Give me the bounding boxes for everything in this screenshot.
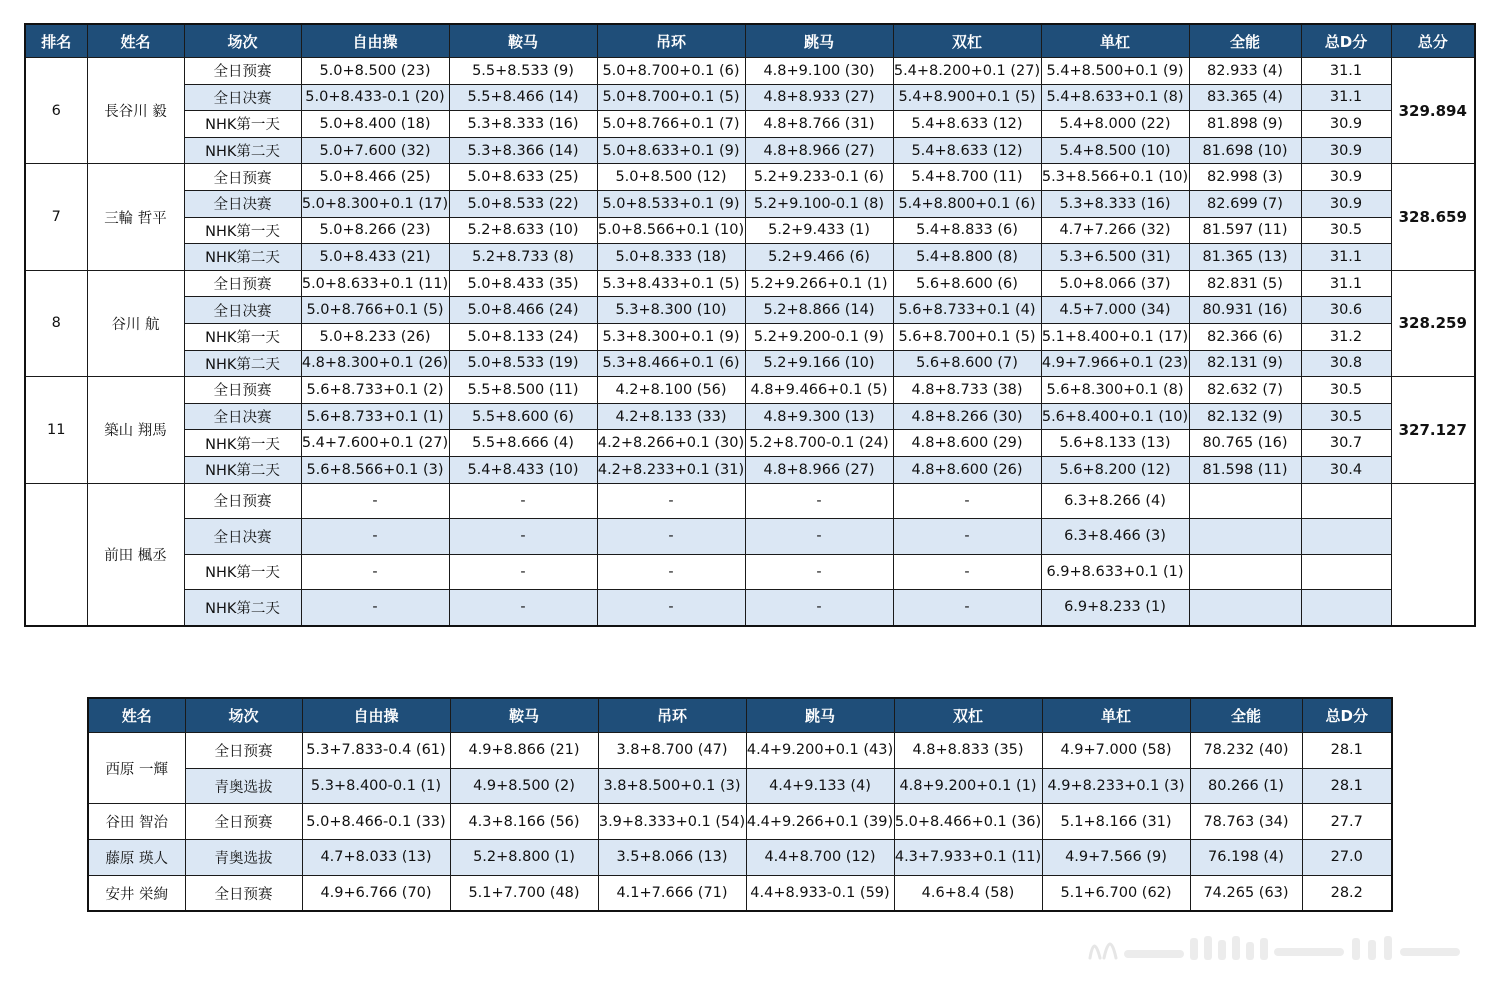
score-cell: 5.4+8.200+0.1 (27) bbox=[893, 58, 1041, 85]
score-table-secondary bbox=[87, 697, 1393, 912]
score-cell bbox=[1189, 554, 1301, 590]
session-cell: NHK第二天 bbox=[184, 350, 301, 377]
score-cell: 5.4+8.633 (12) bbox=[893, 111, 1041, 138]
score-cell: 5.5+8.500 (11) bbox=[449, 377, 597, 404]
score-cell: 82.366 (6) bbox=[1189, 323, 1301, 350]
session-cell: NHK第二天 bbox=[184, 456, 301, 483]
session-cell: 全日预赛 bbox=[185, 733, 302, 769]
score-cell: 5.2+9.166 (10) bbox=[745, 350, 893, 377]
score-cell: 81.698 (10) bbox=[1189, 137, 1301, 164]
score-cell: 27.7 bbox=[1302, 804, 1392, 840]
score-cell: - bbox=[893, 483, 1041, 519]
score-cell: 4.8+8.266 (30) bbox=[893, 403, 1041, 430]
table-row bbox=[88, 768, 1392, 804]
score-cell: 4.8+8.600 (29) bbox=[893, 430, 1041, 457]
score-cell: 5.4+8.633+0.1 (8) bbox=[1041, 84, 1189, 111]
score-cell: 5.6+8.400+0.1 (10) bbox=[1041, 403, 1189, 430]
score-cell: 4.8+9.200+0.1 (1) bbox=[894, 768, 1042, 804]
score-cell: 82.132 (9) bbox=[1189, 403, 1301, 430]
score-cell: 5.0+8.766+0.1 (5) bbox=[301, 297, 449, 324]
score-cell: - bbox=[745, 519, 893, 555]
score-cell: 4.7+7.266 (32) bbox=[1041, 217, 1189, 244]
score-cell bbox=[1189, 590, 1301, 626]
column-header: 总D分 bbox=[1302, 698, 1392, 733]
score-cell: - bbox=[449, 483, 597, 519]
session-cell: 全日预赛 bbox=[184, 377, 301, 404]
table-row bbox=[25, 217, 1475, 244]
table-row bbox=[25, 350, 1475, 377]
score-cell: 27.0 bbox=[1302, 840, 1392, 876]
score-cell: - bbox=[597, 519, 745, 555]
column-header: 全能 bbox=[1190, 698, 1302, 733]
score-cell: 5.4+8.800+0.1 (6) bbox=[893, 190, 1041, 217]
score-cell: 5.0+8.266 (23) bbox=[301, 217, 449, 244]
column-header: 总D分 bbox=[1301, 24, 1391, 58]
score-cell: 5.0+8.466-0.1 (33) bbox=[302, 804, 450, 840]
score-cell: 4.3+7.933+0.1 (11) bbox=[894, 840, 1042, 876]
session-cell: 全日预赛 bbox=[184, 164, 301, 191]
session-cell: NHK第二天 bbox=[184, 244, 301, 271]
rank-cell: 6 bbox=[25, 58, 87, 164]
score-cell: 78.232 (40) bbox=[1190, 733, 1302, 769]
score-cell: 4.4+8.700 (12) bbox=[746, 840, 894, 876]
score-cell: 5.1+7.700 (48) bbox=[450, 875, 598, 911]
score-cell: - bbox=[449, 554, 597, 590]
score-cell: 5.2+9.200-0.1 (9) bbox=[745, 323, 893, 350]
score-cell: 5.4+8.000 (22) bbox=[1041, 111, 1189, 138]
table-row bbox=[25, 456, 1475, 483]
score-cell: 4.3+8.166 (56) bbox=[450, 804, 598, 840]
score-cell: 5.3+8.466+0.1 (6) bbox=[597, 350, 745, 377]
score-cell: 5.3+8.433+0.1 (5) bbox=[597, 270, 745, 297]
table-row bbox=[25, 244, 1475, 271]
score-cell: 5.2+9.433 (1) bbox=[745, 217, 893, 244]
score-cell: - bbox=[893, 554, 1041, 590]
score-cell: 5.3+8.333 (16) bbox=[1041, 190, 1189, 217]
athlete-name: 前田 楓丞 bbox=[87, 483, 184, 626]
score-cell: 5.0+8.433 (21) bbox=[301, 244, 449, 271]
column-header: 双杠 bbox=[894, 698, 1042, 733]
score-cell: - bbox=[893, 519, 1041, 555]
session-cell: 全日决赛 bbox=[184, 403, 301, 430]
column-header: 吊环 bbox=[597, 24, 745, 58]
score-cell bbox=[1301, 590, 1391, 626]
session-cell: 全日预赛 bbox=[184, 58, 301, 85]
score-cell: 28.1 bbox=[1302, 768, 1392, 804]
score-cell: 4.9+8.500 (2) bbox=[450, 768, 598, 804]
score-cell: 5.5+8.466 (14) bbox=[449, 84, 597, 111]
score-cell: 4.8+9.300 (13) bbox=[745, 403, 893, 430]
score-cell: 4.8+8.766 (31) bbox=[745, 111, 893, 138]
score-cell: 5.2+8.700-0.1 (24) bbox=[745, 430, 893, 457]
score-cell: 83.365 (4) bbox=[1189, 84, 1301, 111]
score-cell: 5.5+8.600 (6) bbox=[449, 403, 597, 430]
column-header: 场次 bbox=[184, 24, 301, 58]
score-cell: 5.0+8.633+0.1 (9) bbox=[597, 137, 745, 164]
score-cell: 5.1+8.166 (31) bbox=[1042, 804, 1190, 840]
score-cell: 5.2+8.800 (1) bbox=[450, 840, 598, 876]
session-cell: NHK第一天 bbox=[184, 430, 301, 457]
score-cell: 5.0+8.466 (24) bbox=[449, 297, 597, 324]
score-cell: 30.9 bbox=[1301, 137, 1391, 164]
score-cell: 3.9+8.333+0.1 (54) bbox=[598, 804, 746, 840]
score-cell: - bbox=[449, 519, 597, 555]
table-row bbox=[25, 519, 1475, 555]
score-cell: 5.3+8.366 (14) bbox=[449, 137, 597, 164]
table-row bbox=[88, 875, 1392, 911]
session-cell: 全日决赛 bbox=[184, 190, 301, 217]
score-cell: 5.3+8.300 (10) bbox=[597, 297, 745, 324]
rank-cell: 11 bbox=[25, 377, 87, 483]
score-cell: 5.0+8.300+0.1 (17) bbox=[301, 190, 449, 217]
score-cell: 5.0+8.433-0.1 (20) bbox=[301, 84, 449, 111]
score-cell: 3.8+8.700 (47) bbox=[598, 733, 746, 769]
score-cell: 4.9+7.966+0.1 (23) bbox=[1041, 350, 1189, 377]
score-cell: 4.2+8.266+0.1 (30) bbox=[597, 430, 745, 457]
score-cell: 82.831 (5) bbox=[1189, 270, 1301, 297]
score-cell: 5.0+8.633+0.1 (11) bbox=[301, 270, 449, 297]
score-cell: 81.598 (11) bbox=[1189, 456, 1301, 483]
score-cell: 5.4+8.800 (8) bbox=[893, 244, 1041, 271]
session-cell: NHK第一天 bbox=[184, 217, 301, 244]
score-cell: 5.6+8.300+0.1 (8) bbox=[1041, 377, 1189, 404]
score-cell: 80.931 (16) bbox=[1189, 297, 1301, 324]
session-cell: NHK第二天 bbox=[184, 137, 301, 164]
score-cell: 30.9 bbox=[1301, 164, 1391, 191]
total-score bbox=[1391, 483, 1475, 626]
score-table-main bbox=[24, 23, 1476, 627]
score-cell: - bbox=[301, 519, 449, 555]
score-cell: 4.9+6.766 (70) bbox=[302, 875, 450, 911]
score-cell: - bbox=[893, 590, 1041, 626]
score-cell: 5.0+8.633 (25) bbox=[449, 164, 597, 191]
score-cell: 4.7+8.033 (13) bbox=[302, 840, 450, 876]
score-cell: 5.0+8.700+0.1 (6) bbox=[597, 58, 745, 85]
score-cell: 30.5 bbox=[1301, 403, 1391, 430]
score-cell: 5.1+8.400+0.1 (17) bbox=[1041, 323, 1189, 350]
score-cell: 5.0+8.433 (35) bbox=[449, 270, 597, 297]
table-row bbox=[25, 270, 1475, 297]
score-cell: 5.0+8.066 (37) bbox=[1041, 270, 1189, 297]
table-row bbox=[25, 137, 1475, 164]
score-cell: 4.8+8.733 (38) bbox=[893, 377, 1041, 404]
score-cell: 5.0+8.333 (18) bbox=[597, 244, 745, 271]
rank-cell bbox=[25, 483, 87, 626]
score-cell: 5.4+8.433 (10) bbox=[449, 456, 597, 483]
score-cell: 6.3+8.266 (4) bbox=[1041, 483, 1189, 519]
score-cell: 76.198 (4) bbox=[1190, 840, 1302, 876]
score-cell: 82.998 (3) bbox=[1189, 164, 1301, 191]
total-score: 328.659 bbox=[1391, 164, 1475, 270]
score-cell: 31.1 bbox=[1301, 84, 1391, 111]
score-cell: 31.2 bbox=[1301, 323, 1391, 350]
score-cell: 3.8+8.500+0.1 (3) bbox=[598, 768, 746, 804]
score-cell: 4.8+9.466+0.1 (5) bbox=[745, 377, 893, 404]
column-header: 跳马 bbox=[745, 24, 893, 58]
score-cell: - bbox=[449, 590, 597, 626]
column-header: 双杠 bbox=[893, 24, 1041, 58]
score-cell: 31.1 bbox=[1301, 244, 1391, 271]
score-cell: 6.3+8.466 (3) bbox=[1041, 519, 1189, 555]
score-cell: 4.8+8.966 (27) bbox=[745, 137, 893, 164]
table-row bbox=[25, 403, 1475, 430]
score-cell: 4.4+9.200+0.1 (43) bbox=[746, 733, 894, 769]
athlete-name: 西原 一輝 bbox=[88, 733, 185, 804]
column-header: 总分 bbox=[1391, 24, 1475, 58]
score-cell: 4.1+7.666 (71) bbox=[598, 875, 746, 911]
score-cell: 5.4+8.700 (11) bbox=[893, 164, 1041, 191]
score-cell: 6.9+8.633+0.1 (1) bbox=[1041, 554, 1189, 590]
column-header: 鞍马 bbox=[450, 698, 598, 733]
score-cell: 81.365 (13) bbox=[1189, 244, 1301, 271]
score-cell: 5.0+8.533 (22) bbox=[449, 190, 597, 217]
session-cell: 全日决赛 bbox=[184, 84, 301, 111]
athlete-name: 築山 翔馬 bbox=[87, 377, 184, 483]
score-cell: 82.933 (4) bbox=[1189, 58, 1301, 85]
score-cell: - bbox=[301, 483, 449, 519]
score-cell: 5.6+8.200 (12) bbox=[1041, 456, 1189, 483]
score-cell: 5.2+9.266+0.1 (1) bbox=[745, 270, 893, 297]
table-row bbox=[88, 733, 1392, 769]
column-header: 场次 bbox=[185, 698, 302, 733]
score-cell: 30.8 bbox=[1301, 350, 1391, 377]
score-cell: 5.3+6.500 (31) bbox=[1041, 244, 1189, 271]
score-cell: 30.5 bbox=[1301, 217, 1391, 244]
score-cell bbox=[1189, 483, 1301, 519]
score-cell: 5.2+8.733 (8) bbox=[449, 244, 597, 271]
score-cell: 5.6+8.733+0.1 (4) bbox=[893, 297, 1041, 324]
score-cell: 4.9+7.566 (9) bbox=[1042, 840, 1190, 876]
session-cell: 青奥选拔 bbox=[185, 840, 302, 876]
score-cell: 4.4+8.933-0.1 (59) bbox=[746, 875, 894, 911]
score-cell: 5.0+8.466+0.1 (36) bbox=[894, 804, 1042, 840]
score-cell: - bbox=[745, 590, 893, 626]
session-cell: 全日预赛 bbox=[185, 875, 302, 911]
watermark-graphic bbox=[1080, 928, 1475, 968]
score-cell bbox=[1301, 483, 1391, 519]
score-cell: 30.4 bbox=[1301, 456, 1391, 483]
score-cell: 4.6+8.4 (58) bbox=[894, 875, 1042, 911]
score-cell: 30.5 bbox=[1301, 377, 1391, 404]
score-cell: 5.3+8.300+0.1 (9) bbox=[597, 323, 745, 350]
score-cell: - bbox=[597, 554, 745, 590]
table-row bbox=[88, 804, 1392, 840]
session-cell: 全日预赛 bbox=[184, 270, 301, 297]
session-cell: NHK第一天 bbox=[184, 323, 301, 350]
column-header: 姓名 bbox=[88, 698, 185, 733]
column-header: 自由操 bbox=[301, 24, 449, 58]
session-cell: 青奥选拔 bbox=[185, 768, 302, 804]
score-cell: 5.6+8.566+0.1 (3) bbox=[301, 456, 449, 483]
header-row bbox=[88, 698, 1392, 733]
score-cell: - bbox=[301, 554, 449, 590]
score-cell: 5.0+8.466 (25) bbox=[301, 164, 449, 191]
table-row bbox=[25, 111, 1475, 138]
session-cell: 全日预赛 bbox=[184, 483, 301, 519]
score-cell: 5.0+8.766+0.1 (7) bbox=[597, 111, 745, 138]
score-cell: 4.2+8.100 (56) bbox=[597, 377, 745, 404]
session-cell: NHK第二天 bbox=[184, 590, 301, 626]
table-row bbox=[25, 554, 1475, 590]
column-header: 单杠 bbox=[1042, 698, 1190, 733]
table-row bbox=[25, 377, 1475, 404]
total-score: 328.259 bbox=[1391, 270, 1475, 376]
table-row bbox=[25, 58, 1475, 85]
score-cell: 5.3+8.400-0.1 (1) bbox=[302, 768, 450, 804]
score-cell: 5.4+8.500+0.1 (9) bbox=[1041, 58, 1189, 85]
score-cell: 5.0+8.566+0.1 (10) bbox=[597, 217, 745, 244]
score-cell: 4.8+8.600 (26) bbox=[893, 456, 1041, 483]
table-row bbox=[88, 840, 1392, 876]
score-cell: 5.6+8.133 (13) bbox=[1041, 430, 1189, 457]
score-cell: 5.0+8.700+0.1 (5) bbox=[597, 84, 745, 111]
score-cell: 5.2+8.633 (10) bbox=[449, 217, 597, 244]
session-cell: 全日预赛 bbox=[185, 804, 302, 840]
total-score: 329.894 bbox=[1391, 58, 1475, 164]
score-cell: 82.131 (9) bbox=[1189, 350, 1301, 377]
score-cell: 81.898 (9) bbox=[1189, 111, 1301, 138]
score-cell: 4.8+8.300+0.1 (26) bbox=[301, 350, 449, 377]
score-cell: - bbox=[745, 554, 893, 590]
score-cell: 5.1+6.700 (62) bbox=[1042, 875, 1190, 911]
score-cell: 5.0+8.500 (12) bbox=[597, 164, 745, 191]
table-row bbox=[25, 297, 1475, 324]
score-cell: 4.9+8.866 (21) bbox=[450, 733, 598, 769]
score-cell: - bbox=[597, 483, 745, 519]
score-cell: 80.765 (16) bbox=[1189, 430, 1301, 457]
score-cell: 4.9+7.000 (58) bbox=[1042, 733, 1190, 769]
score-cell: 82.632 (7) bbox=[1189, 377, 1301, 404]
score-cell: 80.266 (1) bbox=[1190, 768, 1302, 804]
column-header: 自由操 bbox=[302, 698, 450, 733]
score-cell: 28.2 bbox=[1302, 875, 1392, 911]
score-cell: 5.3+8.566+0.1 (10) bbox=[1041, 164, 1189, 191]
score-cell: 31.1 bbox=[1301, 270, 1391, 297]
score-cell: 5.2+9.233-0.1 (6) bbox=[745, 164, 893, 191]
score-cell: 4.2+8.233+0.1 (31) bbox=[597, 456, 745, 483]
score-cell: 5.4+8.500 (10) bbox=[1041, 137, 1189, 164]
score-cell: 5.6+8.600 (6) bbox=[893, 270, 1041, 297]
score-cell: - bbox=[597, 590, 745, 626]
score-cell: 5.4+8.900+0.1 (5) bbox=[893, 84, 1041, 111]
score-cell: 5.6+8.600 (7) bbox=[893, 350, 1041, 377]
table-row bbox=[25, 164, 1475, 191]
score-cell: 4.4+9.266+0.1 (39) bbox=[746, 804, 894, 840]
score-cell: 5.0+8.133 (24) bbox=[449, 323, 597, 350]
column-header: 姓名 bbox=[87, 24, 184, 58]
score-cell: 4.8+8.966 (27) bbox=[745, 456, 893, 483]
athlete-name: 藤原 瑛人 bbox=[88, 840, 185, 876]
score-cell: 74.265 (63) bbox=[1190, 875, 1302, 911]
score-cell: 5.3+7.833-0.4 (61) bbox=[302, 733, 450, 769]
score-cell: 5.0+8.533 (19) bbox=[449, 350, 597, 377]
score-cell: 4.5+7.000 (34) bbox=[1041, 297, 1189, 324]
score-cell: 4.8+9.100 (30) bbox=[745, 58, 893, 85]
score-cell: 3.5+8.066 (13) bbox=[598, 840, 746, 876]
score-cell: 30.6 bbox=[1301, 297, 1391, 324]
score-cell: 5.3+8.333 (16) bbox=[449, 111, 597, 138]
session-cell: 全日决赛 bbox=[184, 519, 301, 555]
column-header: 排名 bbox=[25, 24, 87, 58]
score-cell: 5.2+8.866 (14) bbox=[745, 297, 893, 324]
score-cell: 5.6+8.733+0.1 (1) bbox=[301, 403, 449, 430]
total-score: 327.127 bbox=[1391, 377, 1475, 483]
score-cell: - bbox=[745, 483, 893, 519]
score-cell: 4.8+8.833 (35) bbox=[894, 733, 1042, 769]
header-row bbox=[25, 24, 1475, 58]
score-cell bbox=[1189, 519, 1301, 555]
table-row bbox=[25, 323, 1475, 350]
column-header: 全能 bbox=[1189, 24, 1301, 58]
athlete-name: 長谷川 毅 bbox=[87, 58, 184, 164]
column-header: 鞍马 bbox=[449, 24, 597, 58]
score-cell: 30.9 bbox=[1301, 190, 1391, 217]
score-cell: 30.9 bbox=[1301, 111, 1391, 138]
athlete-name: 谷川 航 bbox=[87, 270, 184, 376]
table-row bbox=[25, 190, 1475, 217]
score-cell: 5.5+8.666 (4) bbox=[449, 430, 597, 457]
score-cell: 5.0+8.533+0.1 (9) bbox=[597, 190, 745, 217]
score-cell: 31.1 bbox=[1301, 58, 1391, 85]
table-row bbox=[25, 590, 1475, 626]
rank-cell: 7 bbox=[25, 164, 87, 270]
table-row bbox=[25, 84, 1475, 111]
score-cell: 78.763 (34) bbox=[1190, 804, 1302, 840]
athlete-name: 安井 栄絢 bbox=[88, 875, 185, 911]
score-cell: 28.1 bbox=[1302, 733, 1392, 769]
score-cell: 6.9+8.233 (1) bbox=[1041, 590, 1189, 626]
session-cell: 全日决赛 bbox=[184, 297, 301, 324]
rank-cell: 8 bbox=[25, 270, 87, 376]
score-cell: 5.5+8.533 (9) bbox=[449, 58, 597, 85]
score-cell: 5.4+8.833 (6) bbox=[893, 217, 1041, 244]
score-cell: 5.0+8.233 (26) bbox=[301, 323, 449, 350]
column-header: 跳马 bbox=[746, 698, 894, 733]
score-cell: 5.4+7.600+0.1 (27) bbox=[301, 430, 449, 457]
score-cell: 4.8+8.933 (27) bbox=[745, 84, 893, 111]
athlete-name: 三輪 哲平 bbox=[87, 164, 184, 270]
score-cell: 5.2+9.466 (6) bbox=[745, 244, 893, 271]
score-cell: 5.4+8.633 (12) bbox=[893, 137, 1041, 164]
score-cell: 30.7 bbox=[1301, 430, 1391, 457]
score-cell: 5.6+8.700+0.1 (5) bbox=[893, 323, 1041, 350]
score-cell: 4.2+8.133 (33) bbox=[597, 403, 745, 430]
table-row bbox=[25, 430, 1475, 457]
score-cell: 4.9+8.233+0.1 (3) bbox=[1042, 768, 1190, 804]
athlete-name: 谷田 智治 bbox=[88, 804, 185, 840]
score-cell bbox=[1301, 519, 1391, 555]
score-cell: 5.0+8.500 (23) bbox=[301, 58, 449, 85]
score-cell: 82.699 (7) bbox=[1189, 190, 1301, 217]
score-cell: 81.597 (11) bbox=[1189, 217, 1301, 244]
score-cell: 5.0+8.400 (18) bbox=[301, 111, 449, 138]
score-cell: 5.0+7.600 (32) bbox=[301, 137, 449, 164]
score-cell: 4.4+9.133 (4) bbox=[746, 768, 894, 804]
session-cell: NHK第一天 bbox=[184, 111, 301, 138]
score-cell: - bbox=[301, 590, 449, 626]
table-row bbox=[25, 483, 1475, 519]
session-cell: NHK第一天 bbox=[184, 554, 301, 590]
score-cell bbox=[1301, 554, 1391, 590]
column-header: 单杠 bbox=[1041, 24, 1189, 58]
score-cell: 5.6+8.733+0.1 (2) bbox=[301, 377, 449, 404]
column-header: 吊环 bbox=[598, 698, 746, 733]
score-cell: 5.2+9.100-0.1 (8) bbox=[745, 190, 893, 217]
